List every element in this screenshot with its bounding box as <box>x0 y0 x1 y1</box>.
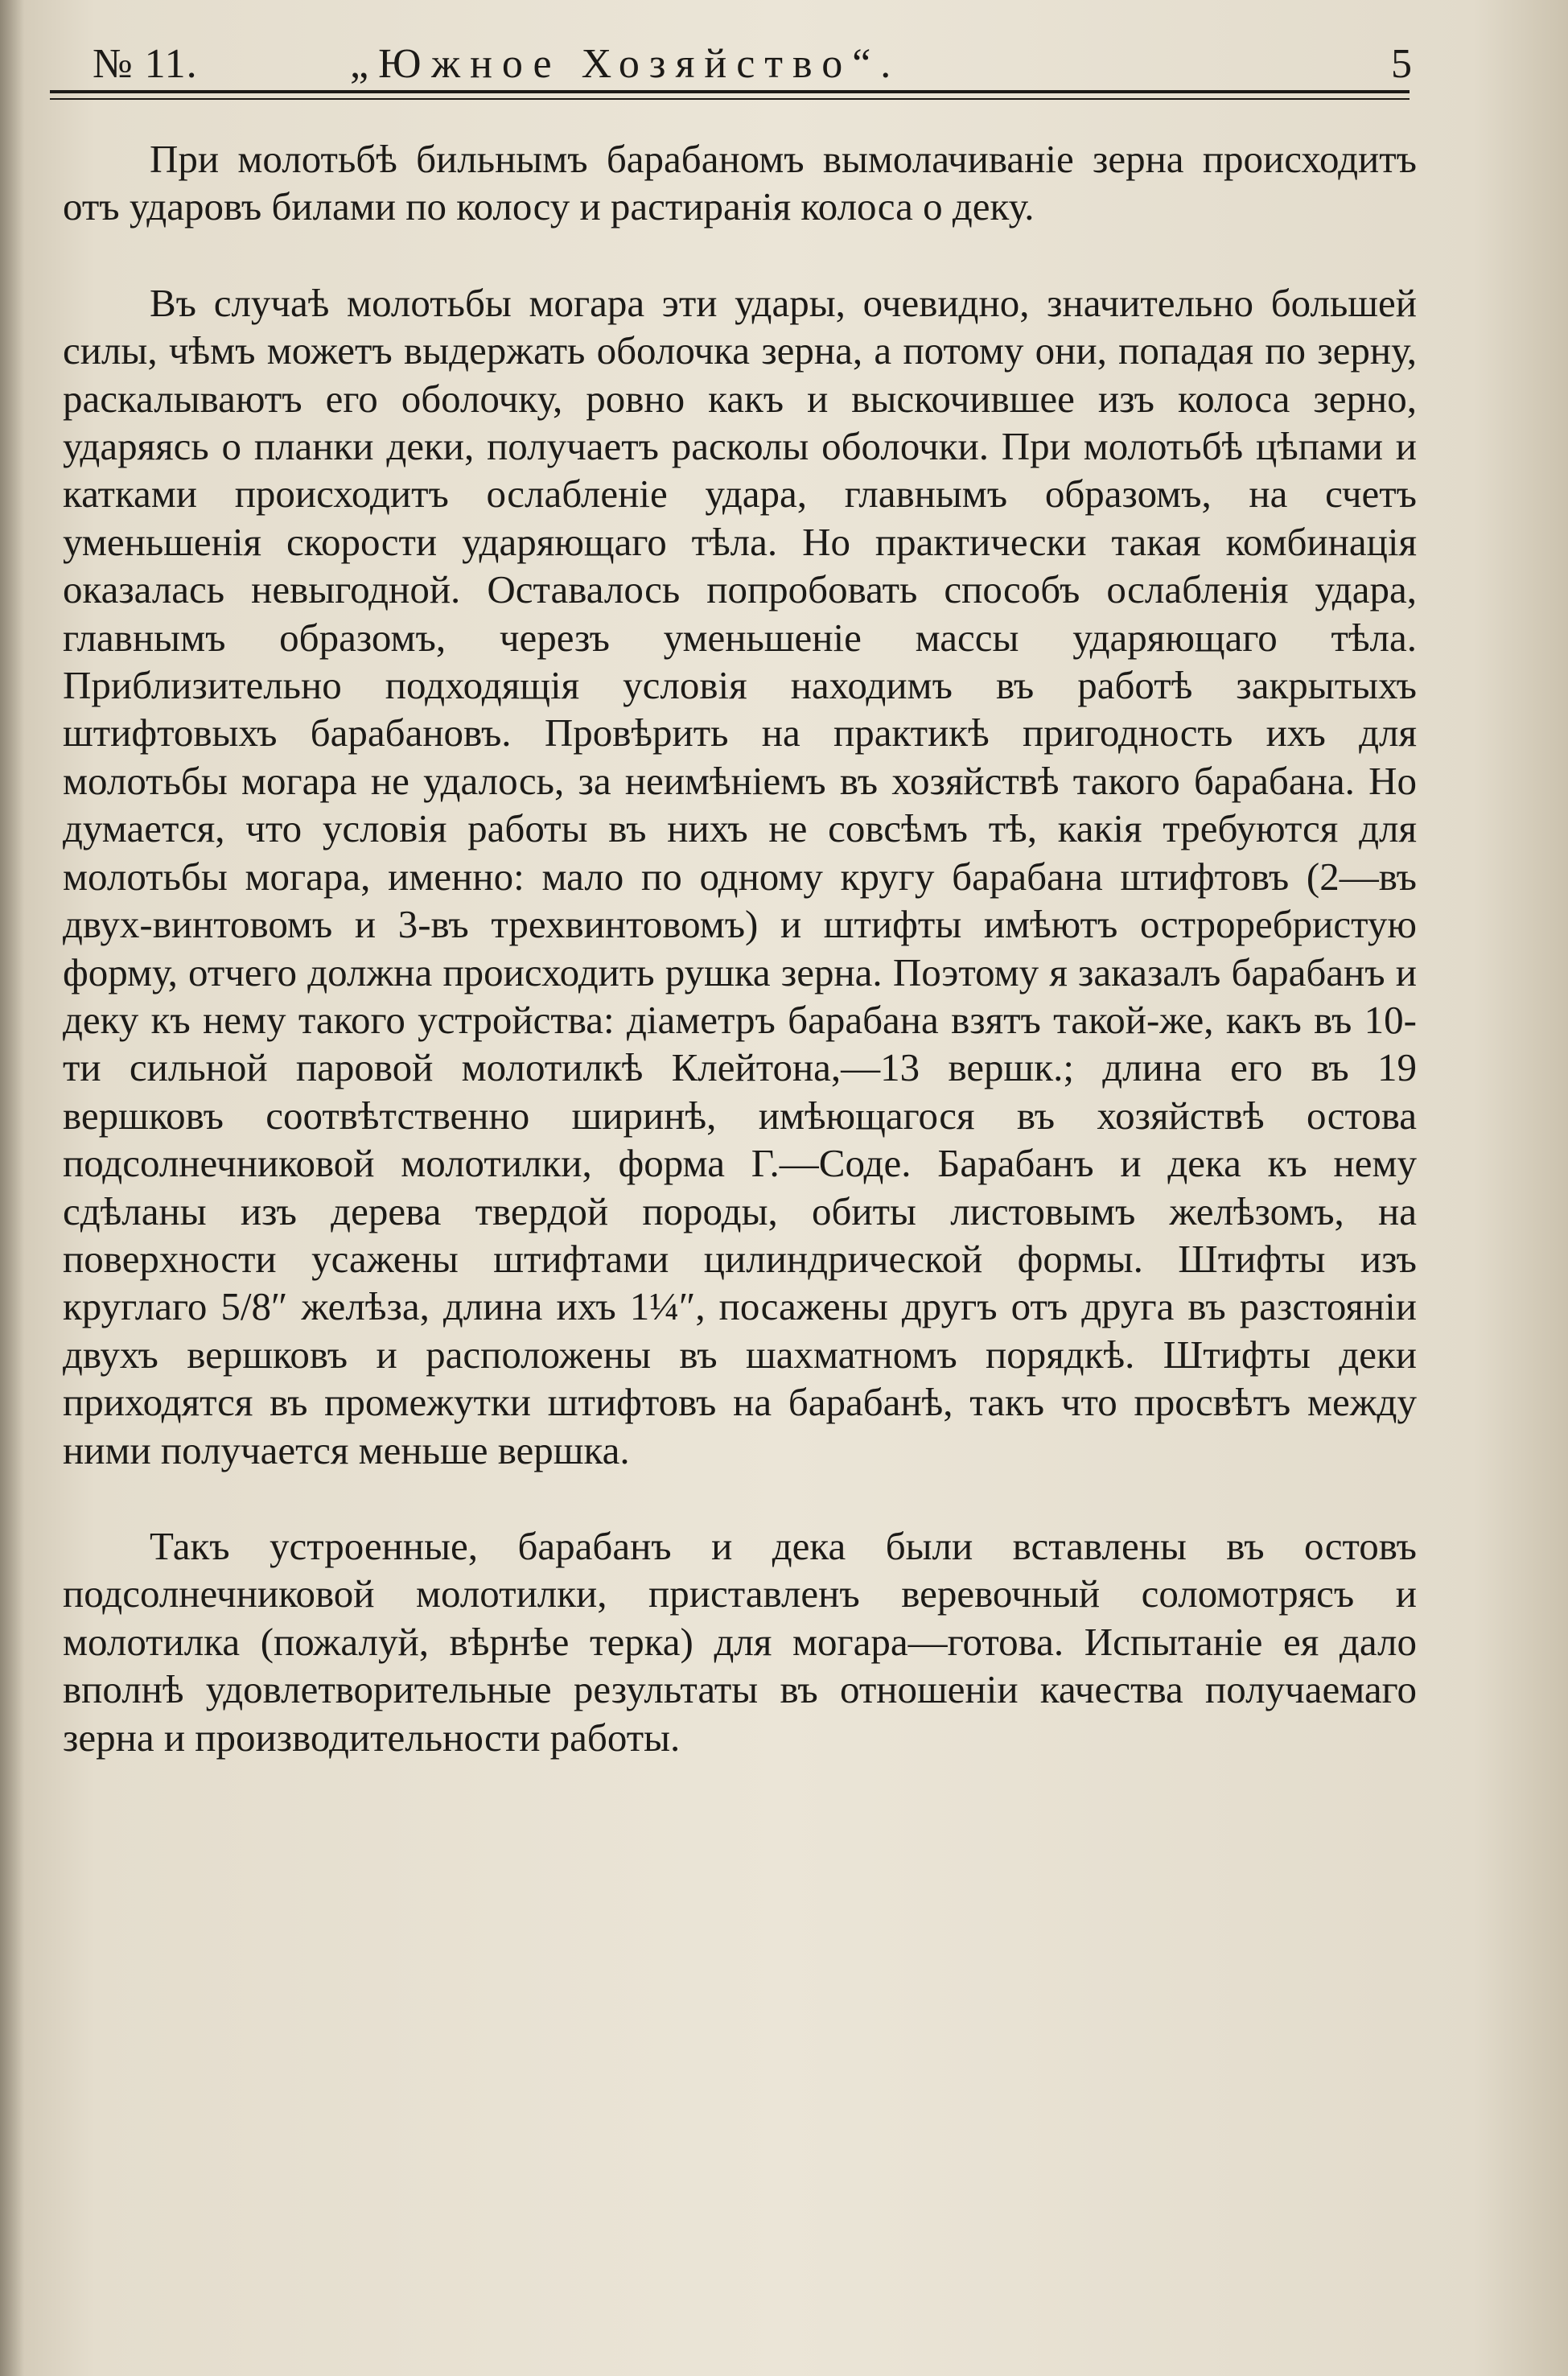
paragraph-2: Въ случаѣ молотьбы могара эти удары, очевидно, значительно большей силы, чѣмъ можетъ выдержать оболочка зерна, а потому они, попадая по зерну, раскалываютъ его оболочку, ровно какъ и выскочившее изъ колоса зерно, ударяясь о планки деки, получаетъ расколы оболочки. При молотьбѣ цѣпами и катками происходитъ ослабленіе удара, главнымъ образомъ, на счетъ уменьшенія скорости ударяющаго тѣла. Но практически такая комбинація оказалась невыгодной. Оставалось попробовать способъ ослабленія удара, главнымъ образомъ, черезъ уменьшеніе массы ударяющаго тѣла. Приблизительно подходящія условія находимъ въ работѣ закрытыхъ штифтовыхъ барабановъ. Провѣрить на практикѣ пригодность ихъ для молотьбы могара не удалось, за неимѣніемъ въ хозяйствѣ такого барабана. Но думается, что условія работы въ нихъ не совсѣмъ тѣ, какія требуются для молотьбы могара, именно: мало по одному кругу барабана штифтовъ (2—въ двух-винтовомъ и 3-въ трехвинтовомъ) и штифты имѣютъ остроребристую форму, отчего должна происходить рушка зерна. Поэтому я заказалъ барабанъ и деку къ нему такого устройства: діаметръ барабана взятъ такой-же, какъ въ 10-ти сильной паровой молотилкѣ Клейтона,—13 вершк.; длина его въ 19 вершковъ соотвѣтственно ширинѣ, имѣющагося въ хозяйствѣ остова подсолнечниковой молотилки, форма Г.—Соде. Барабанъ и дека къ нему сдѣланы изъ дерева твердой породы, обиты листовымъ желѣзомъ, на поверхности усажены штифтами цилиндрической формы. Штифты изъ круглаго 5/8″ желѣза, длина ихъ 1¼″, посажены другъ отъ друга въ разстояніи двухъ вершковъ и расположены въ шахматномъ порядкѣ. Штифты деки приходятся въ промежутки штифтовъ на барабанѣ, такъ что просвѣтъ между ними получается меньше вершка. <box>63 280 1417 1472</box>
paragraph-1: При молотьбѣ бильнымъ барабаномъ вымолачиваніе зерна происходитъ отъ ударовъ билами по колосу и растиранія колоса о деку. <box>63 137 1417 229</box>
journal-title: „Южное Хозяйство“. <box>350 41 901 87</box>
running-header <box>93 40 1412 97</box>
paragraph-3: Такъ устроенные, барабанъ и дека были вставлены въ остовъ подсолнечниковой молотилки, приставленъ веревочный соломотрясъ и молотилка (пожалуй, вѣрнѣе терка) для могара—готова. Испытаніе ея дало вполнѣ удовлетворительные результаты въ отношеніи качества получаемаго зерна и производительности работы. <box>63 1523 1417 1760</box>
article-body <box>63 135 1417 1761</box>
header-rule-thin <box>50 98 1410 100</box>
issue-number: № 11. <box>93 41 198 87</box>
page-number: 5 <box>1391 41 1412 87</box>
binding-shadow <box>0 0 24 2376</box>
header-rule-thick <box>50 90 1410 93</box>
